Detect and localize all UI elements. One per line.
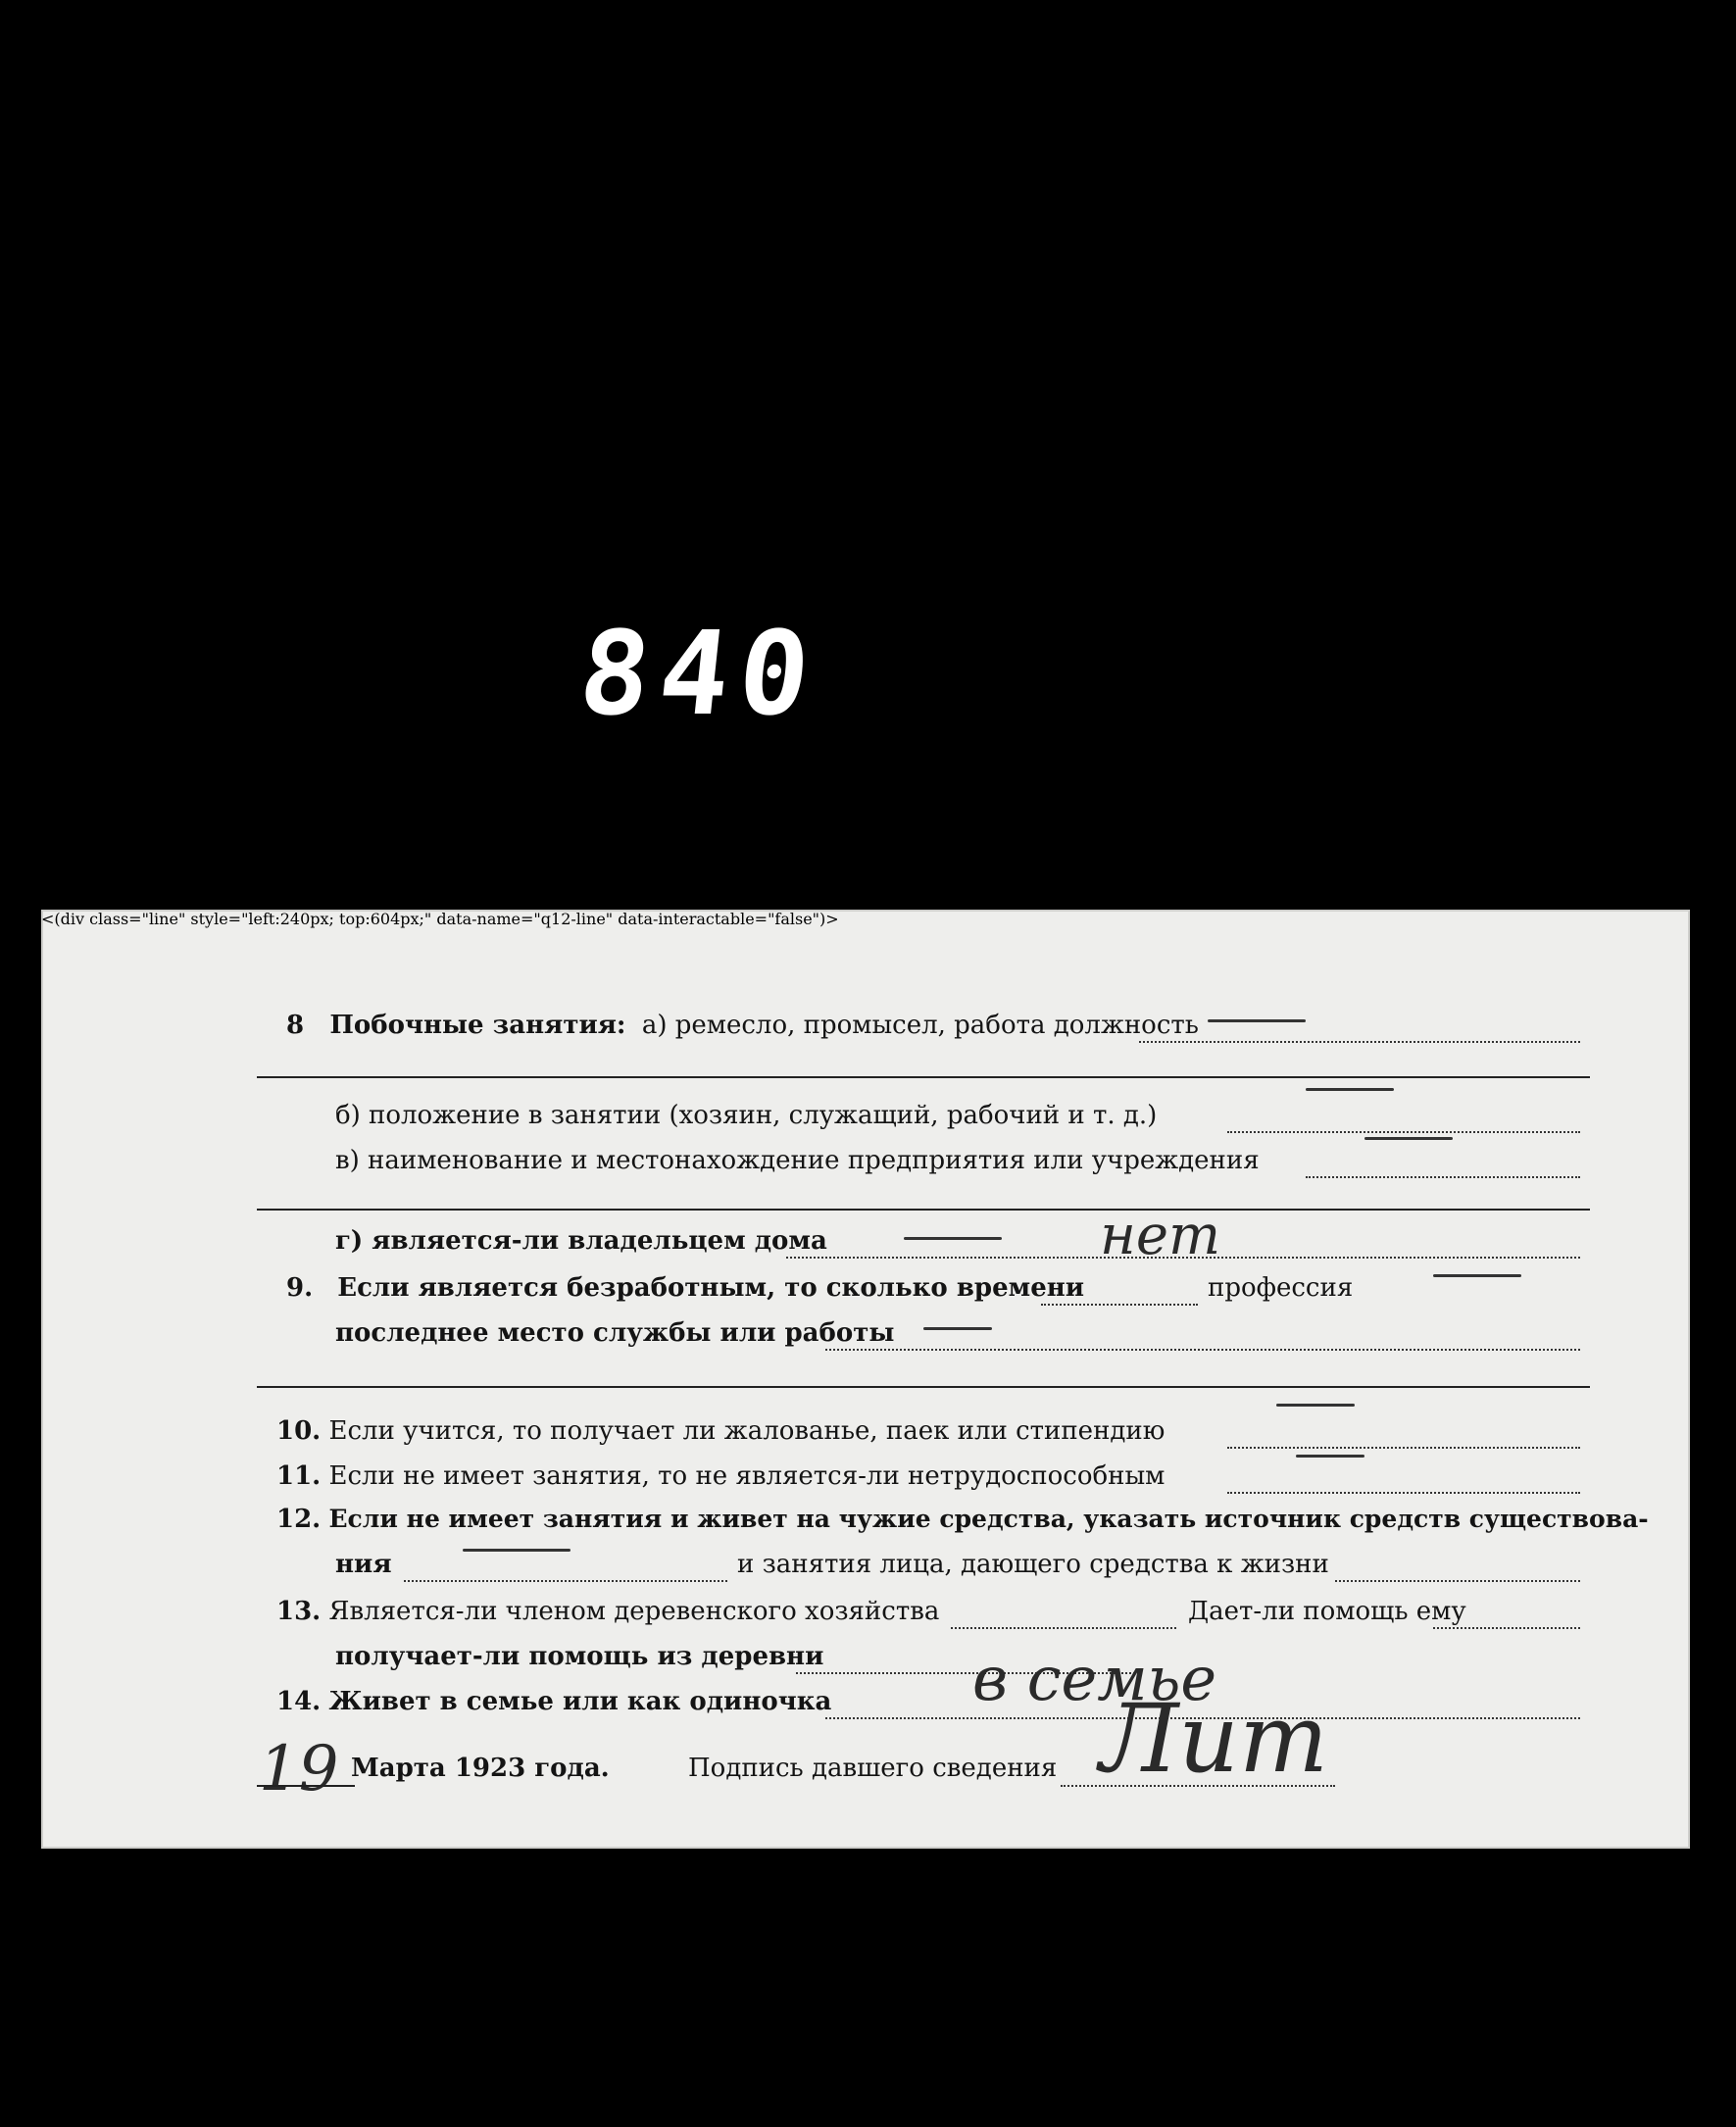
q9-line: [286, 1270, 1084, 1306]
q13-line: [276, 1594, 939, 1629]
q11-dash-mark: [1296, 1455, 1364, 1458]
handwritten-house-owner: нет: [1100, 1204, 1221, 1267]
q10-number: 10.: [276, 1416, 322, 1446]
q8-number: 8: [286, 1011, 305, 1040]
q14-text: Живет в семье или как одиночка: [328, 1687, 832, 1716]
q12-number: 12.: [276, 1505, 322, 1534]
q9-number: 9.: [286, 1273, 314, 1303]
q13-help-label: Дает-ли помощь ему: [1188, 1597, 1466, 1626]
handwritten-day: 19: [259, 1733, 339, 1805]
q14-line: [276, 1684, 831, 1719]
q13-number: 13.: [276, 1597, 322, 1626]
q8-b-fill-line: [1227, 1131, 1580, 1133]
q9-profession-label: профессия: [1208, 1273, 1354, 1303]
q14-number: 14.: [276, 1687, 322, 1716]
q12-line-2b-fill: [1335, 1580, 1580, 1582]
q8-label: Побочные занятия:: [329, 1011, 626, 1040]
q9-line-2-fill: [825, 1349, 1580, 1351]
frame-number: 840: [572, 606, 826, 741]
q8-g-dash-mark: [904, 1237, 1002, 1240]
q11-number: 11.: [276, 1461, 322, 1491]
q8-v-continuation-rule: [257, 1209, 1590, 1211]
signature-label: Подпись давшего сведения: [688, 1754, 1058, 1783]
q8-line-v: в) наименование и местонахождение предприятия или учреждения: [335, 1146, 1260, 1175]
q8-b-dash-mark: [1306, 1088, 1394, 1091]
handwritten-family: в семье: [972, 1643, 1217, 1714]
q10-fill-line: [1227, 1447, 1580, 1449]
handwritten-signature: Лит: [1100, 1684, 1328, 1794]
q11-line: [276, 1459, 1165, 1494]
q10-line: [276, 1413, 1165, 1449]
q9-line-2-dash-mark: [923, 1327, 992, 1330]
q8-v-dash-mark: [1364, 1137, 1453, 1140]
q9-line-2: последнее место службы или работы: [335, 1318, 895, 1348]
census-form-card: 8 Побочные занятия: а) ремесло, промысел, работа должность б) положение в занятии (хозяин, служащий, рабочий и т. д.) в) наименование и местонахождение предприятия или учреждения г) является-ли владельцем дома нет 9. Если является безработным, то сколько времени профессия последнее место службы или работы 10. Если учится, то получает ли жалованье, паек или стипендию 11. Если не имеет занятия, то не является-ли нетрудоспособным <(div class="line" style="left:240px; top:604px;" data-name="q12-line" data-interactable="false")> 12. Если не имеет занятия и живет на чужие средства, указать источник средств существова- ния и занятия лица, дающего средства к жизни 13. Является-ли членом деревенского хозяйства Дает-ли помощь ему получает-ли помощь из деревни 14. Живет в семье или как одиночка в семье 19 Марта 1923 года. Подпись давшего сведения Лит: [41, 910, 1690, 1849]
q12-line-2a: ния: [335, 1550, 392, 1579]
q13-text: Является-ли членом деревенского хозяйства: [328, 1597, 940, 1626]
q8-a-dash-mark: [1208, 1019, 1306, 1022]
q11-text: Если не имеет занятия, то не является-ли нетрудоспособным: [328, 1461, 1166, 1491]
q8-line-b: б) положение в занятии (хозяин, служащий, рабочий и т. д.): [335, 1101, 1158, 1130]
q8-continuation-rule: [257, 1076, 1590, 1078]
q13-help-fill-line: [1433, 1627, 1580, 1629]
q12-source-fill-line: [404, 1580, 727, 1582]
q8-a-fill-line: [1139, 1041, 1580, 1043]
q10-dash-mark: [1276, 1404, 1355, 1407]
q8-a-text: а) ремесло, промысел, работа должность: [641, 1011, 1199, 1040]
date-day-rule: [257, 1785, 355, 1787]
q13-line-2: получает-ли помощь из деревни: [335, 1642, 824, 1671]
q9-dash-mark: [1433, 1274, 1521, 1277]
q8-v-fill-line: [1306, 1176, 1580, 1178]
q10-text: Если учится, то получает ли жалованье, паек или стипендию: [328, 1416, 1166, 1446]
q8-line-g: г) является-ли владельцем дома: [335, 1226, 827, 1256]
q12-line-2b: и занятия лица, дающего средства к жизни: [737, 1550, 1329, 1579]
q9-text: Если является безработным, то сколько времени: [337, 1273, 1085, 1303]
q9-time-fill-line: [1041, 1304, 1198, 1306]
q11-fill-line: [1227, 1492, 1580, 1494]
q8-line-a: [286, 1008, 1199, 1043]
q13-member-fill-line: [951, 1627, 1176, 1629]
q12-text: Если не имеет занятия и живет на чужие средства, указать источник средств существова-: [328, 1505, 1649, 1533]
q12-dash-mark: [463, 1549, 570, 1552]
date-text: Марта 1923 года.: [351, 1754, 610, 1783]
q9-continuation-rule: [257, 1386, 1590, 1388]
q12-line: [276, 1502, 1649, 1537]
